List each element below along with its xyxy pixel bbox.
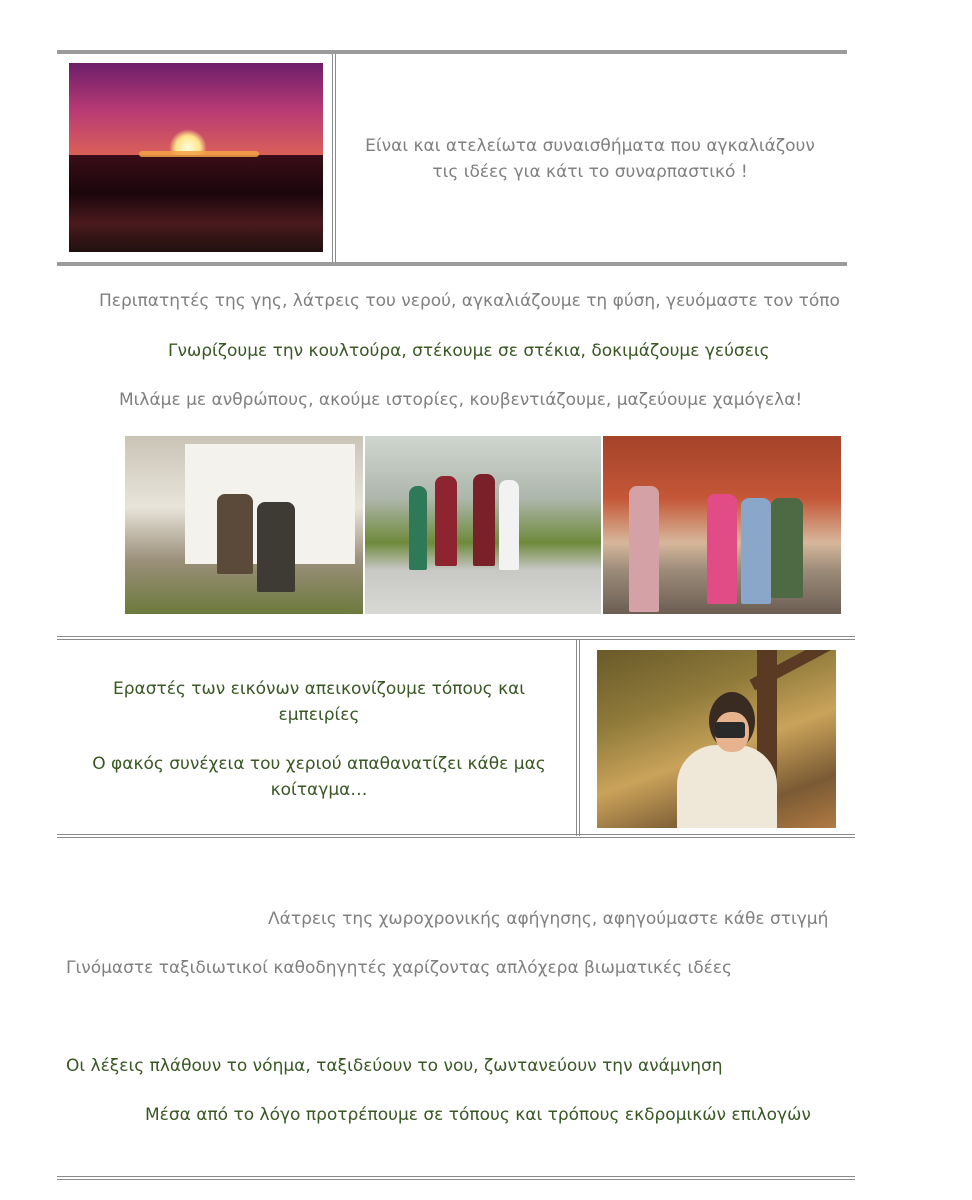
tagline-line-1: Είναι και ατελείωτα συναισθήματα που αγκαλιάζουν [365,136,815,156]
photo-para-2-line-2: κοίταγμα… [270,780,368,800]
intro-line-1: Περιπατητές της γης, λάτρεις του νερού, αγκαλιάζουμε τη φύση, γευόμαστε τον τόπο [99,291,840,311]
closing-line-1: Λάτρεις της χωροχρονικής αφήγησης, αφηγούμαστε κάθε στιγμή [268,909,829,929]
tagline-line-2: τις ιδέες για κάτι το συναρπαστικό ! [432,162,748,182]
section1-bottom-rule [57,262,847,266]
photo-para-1-line-1: Εραστές των εικόνων απεικονίζουμε τόπους και [112,679,526,699]
intro-line-2: Γνωρίζουμε την κουλτούρα, στέκουμε σε στέκια, δοκιμάζουμε γεύσεις [168,341,770,361]
intro-line-3: Μιλάμε με ανθρώπους, ακούμε ιστορίες, κουβεντιάζουμε, μαζεύουμε χαμόγελα! [119,390,803,410]
collage-photo-rooftop [603,436,841,614]
top-rule [57,50,847,54]
photo-collage [125,436,841,614]
photographer-photo [597,650,836,828]
section2-divider [576,640,580,836]
section2-bottom-rule [57,834,855,838]
closing-line-3: Οι λέξεις πλάθουν το νόημα, ταξιδεύουν το νου, ζωντανεύουν την ανάμνηση [66,1056,723,1076]
collage-photo-selfie [125,436,363,614]
sunset-photo [69,63,323,252]
bottom-rule [57,1176,855,1180]
section2-top-rule [57,636,855,640]
closing-line-2: Γινόμαστε ταξιδιωτικοί καθοδηγητές χαρίζοντας απλόχερα βιωματικές ιδέες [66,958,733,978]
photo-para-2-line-1: Ο φακός συνέχεια του χεριού απαθανατίζει κάθε μας [92,754,546,774]
photo-para-1-line-2: εμπειρίες [278,705,360,725]
section1-divider [332,54,336,262]
closing-line-4: Μέσα από το λόγο προτρέπουμε σε τόπους και τρόπους εκδρομικών επιλογών [145,1105,811,1125]
collage-photo-hikers [365,436,601,614]
